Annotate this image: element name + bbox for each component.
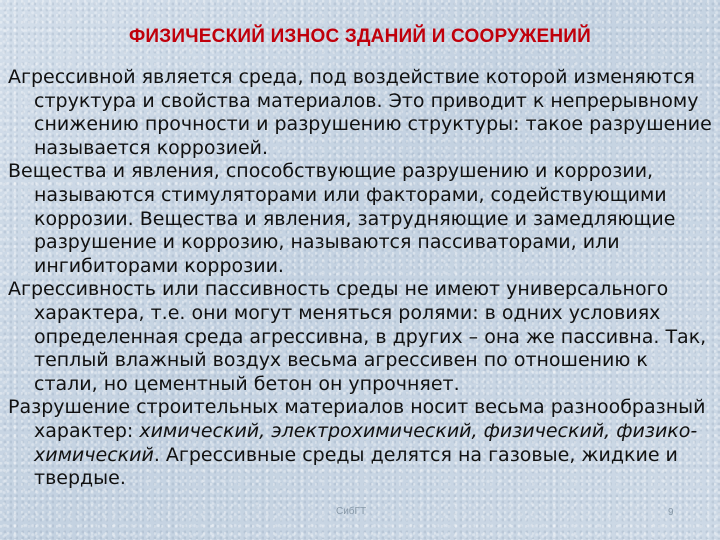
paragraph-stimulators-inhibitors: Вещества и явления, способствующие разрушению и коррозии, называются стимуляторами или факторами, содействующими коррозии. Вещества и явления, затрудняющие и замедляющие разрушение и коррозию, называются пассиваторами, или ингибиторами коррозии. (8, 160, 676, 277)
slide-title: ФИЗИЧЕСКИЙ ИЗНОС ЗДАНИЙ И СООРУЖЕНИЙ (129, 26, 591, 47)
destruction-types-list: химический, электрохимический, физический, физико-химический (34, 419, 698, 466)
paragraph-aggressive-environment: Агрессивной является среда, под воздействие которой изменяются структура и свойства материалов. Это приводит к непрерывному снижению прочности и разрушению структуры: такое разрушение называется коррозией. (8, 66, 712, 159)
slide-body (8, 66, 712, 491)
page-number: 9 (668, 507, 674, 518)
footer-label: СибГТ (336, 506, 367, 517)
paragraph-destruction-types (8, 396, 712, 490)
destruction-types-end: . Агрессивные среды делятся на газовые, жидкие и твердые. (34, 443, 678, 490)
paragraph-aggressiveness-passivity: Агрессивность или пассивность среды не имеют универсального характера, т.е. они могут меняться ролями: в одних условиях определенная среда агрессивна, в других – она же пассивна. Так, теплый влажный воздух весьма агрессивен по отношению к стали, но цементный бетон он упрочняет. (8, 278, 707, 395)
destruction-types-intro: Разрушение строительных материалов носит весьма разнообразный характер: (8, 396, 706, 442)
